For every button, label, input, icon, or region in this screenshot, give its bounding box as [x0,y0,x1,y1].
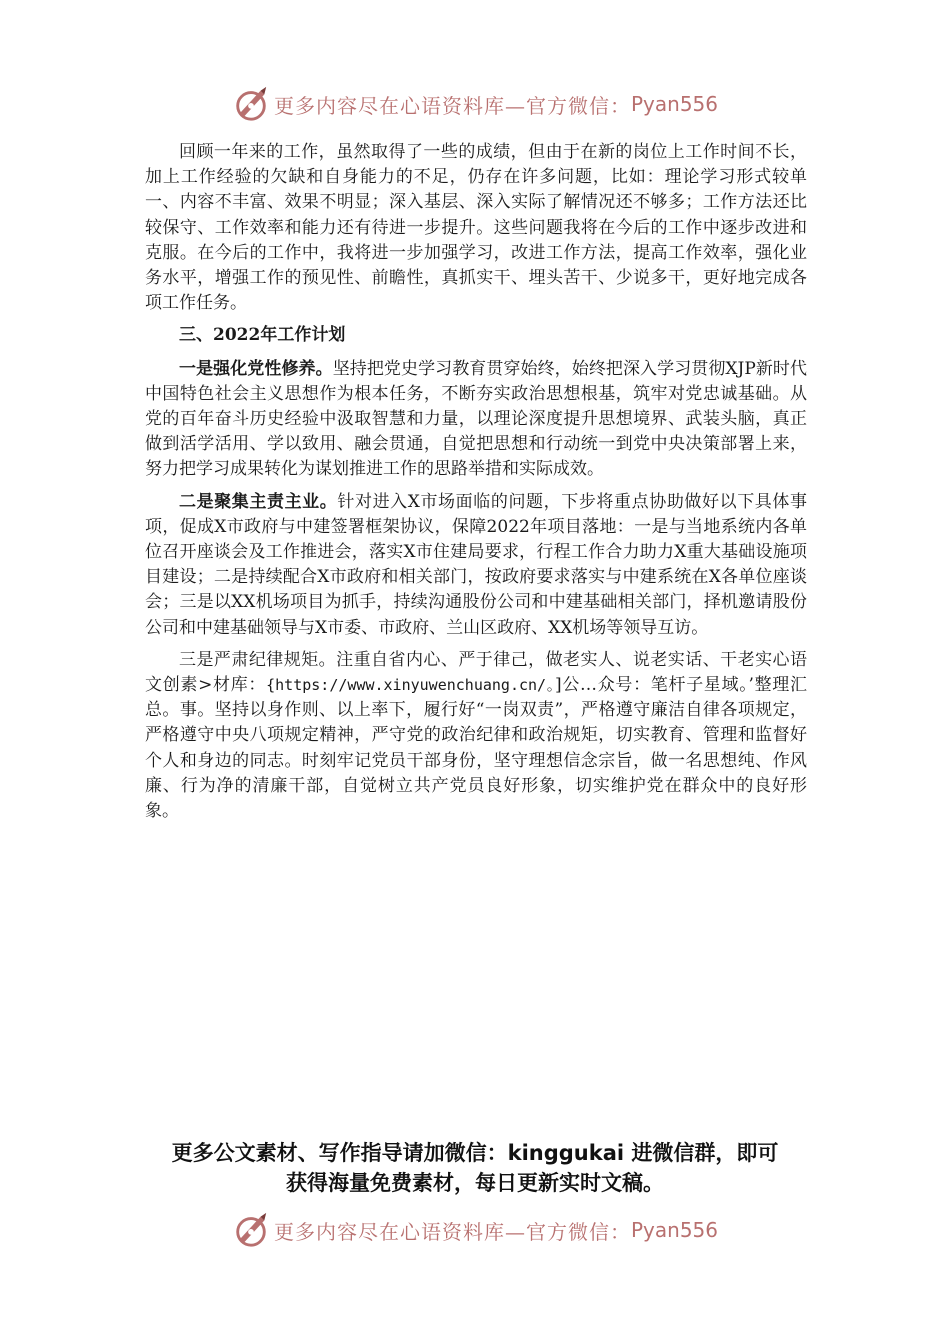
review-paragraph: 回顾一年来的工作，虽然取得了一些的成绩，但由于在新的岗位上工作时间不长，加上工作经验的欠缺和自身能力的不足，仍存在许多问题，比如：理论学习形式较单一、内容不丰富、效果不明显；深入基层、深入实际了解情况还不够多；工作方法还比较保守、工作效率和能力还有待进一步提升。这些问题我将在今后的工作中逐步改进和克服。在今后的工作中，我将进一步加强学习，改进工作方法，提高工作效率，强化业务水平，增强工作的预见性、前瞻性，真抓实干、埋头苦干、少说多干，更好地完成各项工作任务。 [145,142,807,314]
plan-item-2-lead: 二是聚集主责主业。 [179,491,338,512]
footer-banner [0,1208,950,1252]
plan-item-3 [145,648,807,824]
promo-notice [0,1138,950,1198]
footer-wechat-id: Pyan556 [630,1218,718,1242]
plan-item-2 [145,490,807,641]
plan-item-1-text: 坚持把党史学习教育贯穿始终，始终把深入学习贯彻XJP新时代中国特色社会主义思想作为根本任务，不断夯实政治思想根基，筑牢对党忠诚基础。从党的百年奋斗历史经验中汲取智慧和力量，以理论深度提升思想境界、武装头脑，真正做到活学活用、学以致用、融会贯通，自觉把思想和行动统一到党中央决策部署上来，努力把学习成果转化为谋划推进工作的思路举措和实际成效。 [145,358,808,480]
promo-line-2: 获得海量免费素材，每日更新实时文稿。 [286,1171,664,1195]
document-body [145,140,807,831]
header-banner-text: 更多内容尽在心语资料库—官方微信： [273,93,631,118]
pen-circle-logo-icon [232,1211,270,1249]
plan-item-3-text-a: 三是严肃纪律规矩。注重自省内心、严于律己，做老实人、说老实话、干老实心语文创素>材库： [145,649,807,696]
plan-item-3-text-b: ]公…众号：笔杆子星域。’整理汇总。事。坚持以身作则、以上率下，履行好“一岗双责”，严格遵守廉洁自律各项规定，严格遵守中央八项规定精神，严守党的政治纪律和政治规矩，切实教育、管理和监督好个人和身边的同志。时刻牢记党员干部身份，坚守理想信念宗旨，做一名思想纯、作风廉、行为净的清廉干部，自觉树立共产党员良好形象，切实维护党在群众中的良好形象。 [145,675,807,822]
plan-item-1-lead: 一是强化党性修养。 [179,358,333,379]
plan-item-2-text: 针对进入X市场面临的问题，下步将重点协助做好以下具体事项，促成X市政府与中建签署框架协议，保障2022年项目落地：一是与当地系统内各单位召开座谈会及工作推进会，落实X市住建局要求，行程工作合力助力X重大基础设施项目建设；二是持续配合X市政府和相关部门，按政府要求落实与中建系统在X各单位座谈会；三是以XX机场项目为抓手，持续沟通股份公司和中建基础相关部门，择机邀请股份公司和中建基础领导与X市委、市政府、兰山区政府、XX机场等领导互访。 [145,491,807,638]
footer-banner-text: 更多内容尽在心语资料库—官方微信： [273,1219,631,1244]
plan-item-1 [145,357,807,483]
header-wechat-id: Pyan556 [630,92,718,116]
plan-item-3-url: {https://www.xinyuwenchuang.cn/。 [266,676,555,695]
section-heading: 三、2022年工作计划 [179,325,346,346]
promo-line-1: 更多公文素材、写作指导请加微信：kinggukai 进微信群，即可 [171,1141,779,1165]
pen-circle-logo-icon [232,85,270,123]
header-banner [0,82,950,126]
